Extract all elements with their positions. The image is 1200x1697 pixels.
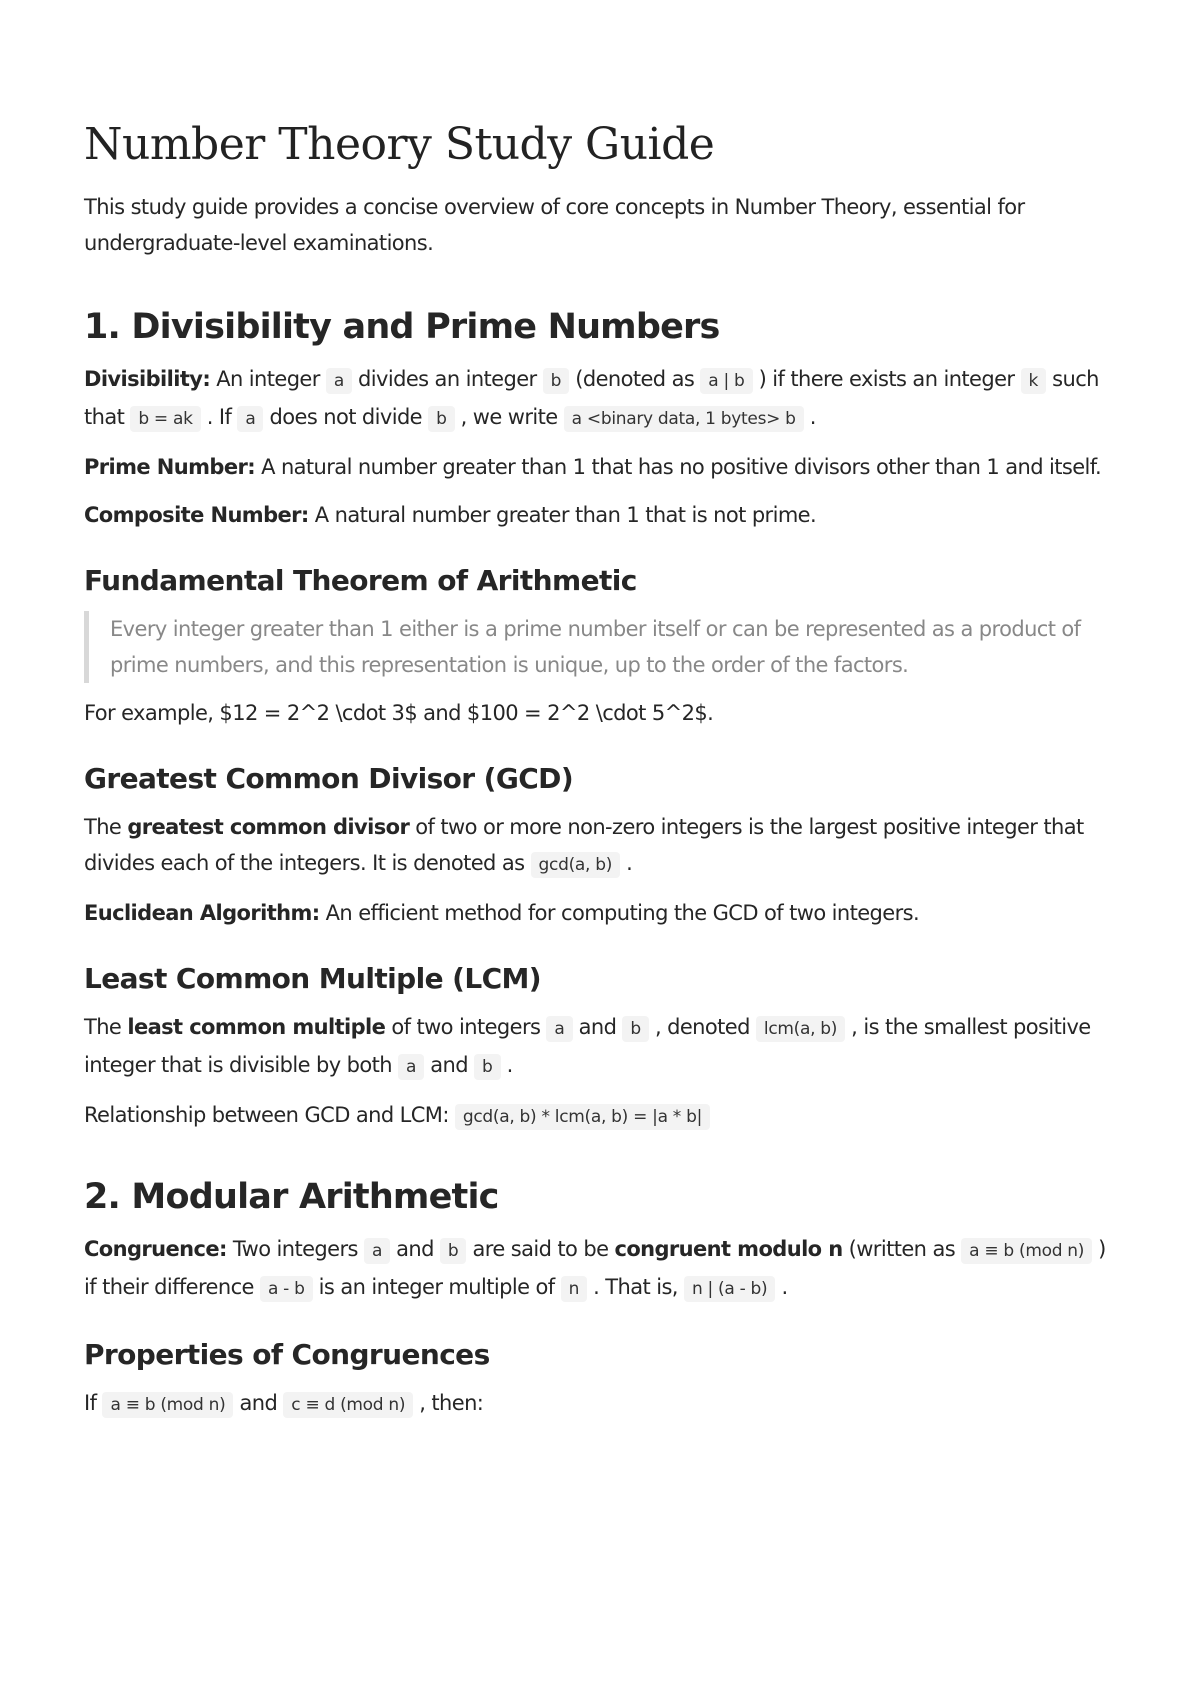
inline-code: a	[546, 1016, 572, 1042]
subheading-fta: Fundamental Theorem of Arithmetic	[84, 564, 637, 597]
inline-code: a <binary data, 1 bytes> b	[564, 406, 804, 432]
inline-code: b = ak	[130, 406, 200, 432]
term-gcd: greatest common divisor	[127, 815, 410, 839]
divisibility-definition: Divisibility: An integer a divides an integer b (denoted as a | b ) if there exists an integer k such that b = ak . If a does not divide b , we write a <binary data, 1 bytes> b .	[84, 361, 1112, 437]
fta-example: For example, $12 = 2^2 \cdot 3$ and $100 = 2^2 \cdot 5^2$.	[84, 701, 714, 725]
inline-code: a ≡ b (mod n)	[961, 1238, 1092, 1264]
inline-code: a	[326, 368, 352, 394]
inline-code: a ≡ b (mod n)	[102, 1392, 233, 1418]
term-lcm: least common multiple	[127, 1015, 386, 1039]
inline-code: a | b	[700, 368, 752, 394]
section-heading-divisibility: 1. Divisibility and Prime Numbers	[84, 307, 720, 347]
inline-code: a	[237, 406, 263, 432]
inline-code: b	[622, 1016, 649, 1042]
composite-definition: Composite Number: A natural number greater than 1 that is not prime.	[84, 503, 817, 527]
gcd-definition: The greatest common divisor of two or more non-zero integers is the largest positive integer that divides each of the integers. It is denoted as gcd(a, b) .	[84, 809, 1112, 883]
inline-code: n	[561, 1276, 587, 1302]
subheading-properties: Properties of Congruences	[84, 1338, 490, 1371]
term-prime: Prime Number:	[84, 455, 256, 479]
inline-code: k	[1021, 368, 1047, 394]
theorem-text: Every integer greater than 1 either is a prime number itself or can be represented as a product of prime numbers, and this representation is unique, up to the order of the factors.	[110, 617, 1081, 677]
inline-code: b	[440, 1238, 467, 1264]
term-divisibility: Divisibility:	[84, 367, 211, 391]
inline-code: a	[364, 1238, 390, 1264]
inline-code: lcm(a, b)	[756, 1016, 845, 1042]
subheading-gcd: Greatest Common Divisor (GCD)	[84, 762, 574, 795]
page-title: Number Theory Study Guide	[84, 119, 715, 170]
lcm-definition: The least common multiple of two integers a and b , denoted lcm(a, b) , is the smallest positive integer that is divisible by both a and b .	[84, 1009, 1112, 1085]
inline-code: b	[543, 368, 570, 394]
congruence-definition: Congruence: Two integers a and b are said to be congruent modulo n (written as a ≡ b (mod n) ) if their difference a - b is an integer multiple of n . That is, n | (a - b) .	[84, 1231, 1112, 1307]
euclid-definition: Euclidean Algorithm: An efficient method for computing the GCD of two integers.	[84, 901, 920, 925]
prime-definition: Prime Number: A natural number greater than 1 that has no positive divisors other than 1 and itself.	[84, 455, 1102, 479]
inline-code: b	[474, 1054, 501, 1080]
subheading-lcm: Least Common Multiple (LCM)	[84, 962, 541, 995]
inline-code: a	[398, 1054, 424, 1080]
properties-intro: If a ≡ b (mod n) and c ≡ d (mod n) , then:	[84, 1385, 1112, 1423]
term-composite: Composite Number:	[84, 503, 309, 527]
inline-code: gcd(a, b)	[531, 852, 621, 878]
inline-code: c ≡ d (mod n)	[283, 1392, 413, 1418]
term-congruence: Congruence:	[84, 1237, 227, 1261]
theorem-blockquote	[84, 611, 1112, 683]
inline-code: a - b	[260, 1276, 313, 1302]
inline-code: gcd(a, b) * lcm(a, b) = |a * b|	[455, 1104, 710, 1130]
section-heading-modular: 2. Modular Arithmetic	[84, 1177, 499, 1217]
inline-code: n | (a - b)	[684, 1276, 775, 1302]
term-euclid: Euclidean Algorithm:	[84, 901, 320, 925]
term-congruent-modulo: congruent modulo n	[614, 1237, 843, 1261]
inline-code: b	[428, 406, 455, 432]
intro-paragraph: This study guide provides a concise overview of core concepts in Number Theory, essential for undergraduate-level examinations.	[84, 195, 1025, 255]
gcd-lcm-relationship: Relationship between GCD and LCM: gcd(a, b) * lcm(a, b) = |a * b|	[84, 1097, 1112, 1135]
